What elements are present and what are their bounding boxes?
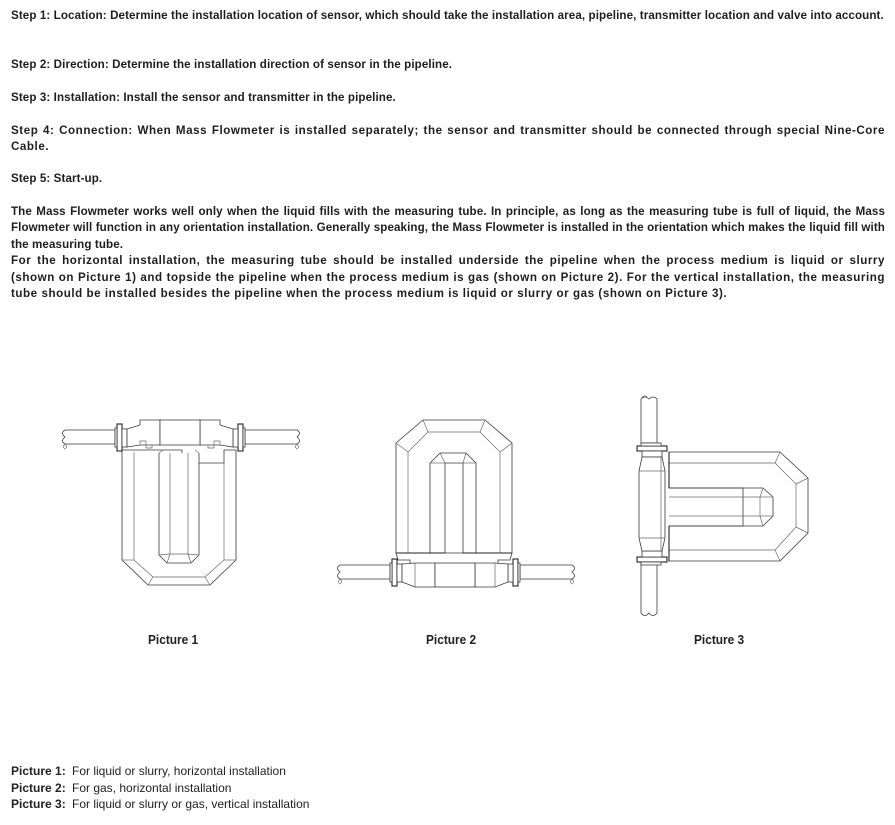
step-4-text: Connection: When Mass Flowmeter is installed separately; the sensor and transmitter should be connected through special Nine-Core Cable. xyxy=(11,124,885,154)
legend-key: Picture 3: xyxy=(11,797,66,811)
step-5-text: Start-up. xyxy=(50,172,103,185)
step-2 xyxy=(11,57,885,73)
figure-label-picture-3: Picture 3 xyxy=(694,633,745,647)
step-1 xyxy=(11,8,885,24)
step-3 xyxy=(11,90,885,106)
step-3-text: Installation: Install the sensor and transmitter in the pipeline. xyxy=(50,91,396,104)
legend-text: For liquid or slurry, horizontal installation xyxy=(72,764,286,778)
step-1-text: Location: Determine the installation location of sensor, which should take the installation area, pipeline, transmitter location and valve into account. xyxy=(50,9,884,22)
legend-key: Picture 1: xyxy=(11,764,66,778)
paragraph-principle: The Mass Flowmeter works well only when the liquid fills with the measuring tube. In principle, as long as the measuring tube is full of liquid, the Mass Flowmeter will function in any orientation installation. Generally speaking, the Mass Flowmeter is installed in the orientation which makes the liquid fill with the measuring tube. xyxy=(11,205,885,251)
step-5-label: Step 5: xyxy=(11,172,51,185)
figure-label-picture-1: Picture 1 xyxy=(148,633,199,647)
legend-text: For gas, horizontal installation xyxy=(72,780,232,795)
figure-picture-2 xyxy=(335,415,580,647)
step-4-label: Step 4: xyxy=(11,124,55,137)
step-2-label: Step 2: xyxy=(11,58,51,71)
flowmeter-tube-beside-vertical-pipeline-icon xyxy=(625,393,815,623)
legend-row-picture-1 xyxy=(11,763,309,780)
step-5 xyxy=(11,171,885,187)
paragraph-horizontal-vertical: For the horizontal installation, the measuring tube should be installed underside the pipeline when the process medium is liquid or slurry (shown on Picture 1) and topside the pipeline when the process medium is gas (shown on Picture 2). For the vertical installation, the measuring tube should be installed besides the pipeline when the process medium is liquid or slurry or gas (shown on Picture 3). xyxy=(11,254,885,301)
legend-row-picture-2 xyxy=(11,780,309,797)
step-3-label: Step 3: xyxy=(11,91,51,104)
legend-row-picture-3 xyxy=(11,796,309,813)
orientation-explanation xyxy=(11,204,885,302)
step-1-label: Step 1: xyxy=(11,9,51,22)
flowmeter-tube-above-pipeline-icon xyxy=(335,415,580,600)
figure-label-picture-2: Picture 2 xyxy=(426,633,477,647)
flowmeter-tube-below-pipeline-icon xyxy=(60,415,305,600)
figure-picture-3 xyxy=(625,393,815,647)
step-2-text: Direction: Determine the installation direction of sensor in the pipeline. xyxy=(50,58,453,71)
picture-legend xyxy=(11,763,309,813)
legend-text: For liquid or slurry or gas, vertical installation xyxy=(72,797,310,811)
legend-key: Picture 2: xyxy=(11,780,66,795)
step-4 xyxy=(11,123,885,156)
figure-picture-1 xyxy=(60,415,305,647)
